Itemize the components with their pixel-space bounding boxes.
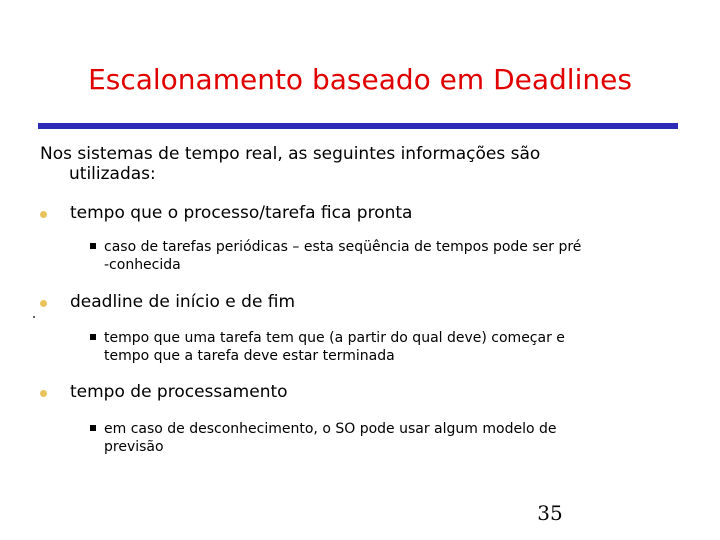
bullet-dot-icon [40,390,47,397]
sub-item-line: tempo que uma tarefa tem que (a partir do qual deve) começar e [104,330,565,346]
sub-item-unknown [104,420,704,456]
bullet-dot-icon [40,211,47,218]
sub-bullet-square-icon [90,334,96,340]
sub-item-start-end [104,329,704,365]
sub-item-line: previsão [104,439,164,455]
title-underline-bar [38,123,678,129]
bullet-item-deadlines: deadline de início e de fim [70,292,296,312]
slide-title: Escalonamento baseado em Deadlines [88,63,632,96]
intro-line-2: utilizadas: [69,164,156,184]
artifact-dot [33,316,35,318]
sub-bullet-square-icon [90,243,96,249]
page-number: 35 [537,501,563,525]
sub-item-line: -conhecida [104,257,181,273]
bullet-item-ready-time: tempo que o processo/tarefa fica pronta [70,203,413,223]
intro-line-1: Nos sistemas de tempo real, as seguintes informações são [40,144,541,164]
title-underline [38,123,678,129]
sub-item-line: em caso de desconhecimento, o SO pode usar algum modelo de [104,421,557,437]
bullet-item-processing-time: tempo de processamento [70,382,288,402]
sub-bullet-square-icon [90,425,96,431]
bullet-dot-icon [40,300,47,307]
sub-item-periodic-tasks [104,238,704,274]
sub-item-line: tempo que a tarefa deve estar terminada [104,348,395,364]
sub-item-line: caso de tarefas periódicas – esta seqüência de tempos pode ser pré [104,239,582,255]
intro-text [40,144,640,184]
